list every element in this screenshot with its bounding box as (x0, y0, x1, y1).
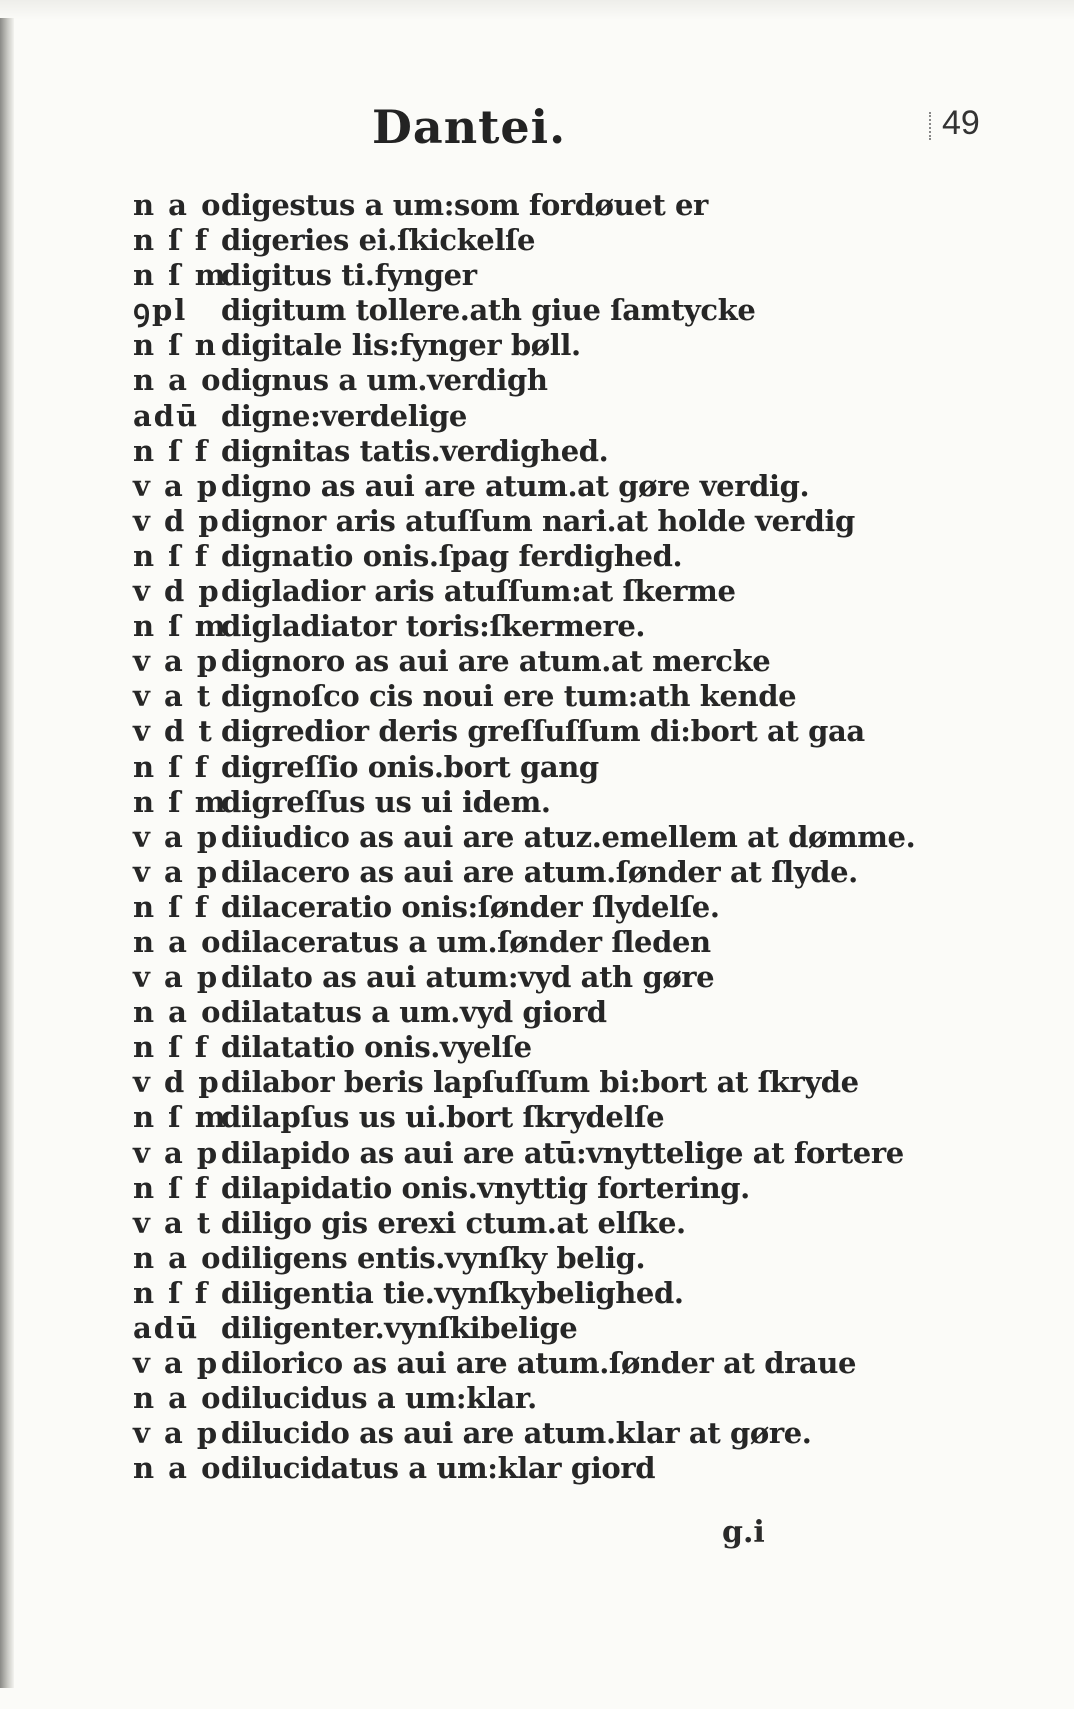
grammar-code: v d p (133, 1065, 221, 1100)
grammar-code: n ſ m (133, 609, 228, 644)
entry-text: dignatio onis.ſpag ferdighed. (221, 538, 683, 573)
entry-text: dignor aris atuſſum nari.at holde verdig (221, 503, 855, 538)
dictionary-entry (133, 1065, 893, 1100)
dictionary-entry (133, 293, 893, 328)
dictionary-entry (133, 644, 893, 679)
dictionary-entry (133, 1416, 893, 1451)
entry-text: dilaceratio onis:ſønder ſlydelſe. (221, 889, 720, 924)
entry-text: dilatatus a um.vyd giord (221, 995, 607, 1030)
page-number: 49 (942, 104, 980, 142)
entry-text: dilapſus us ui.bort ſkrydelſe (221, 1100, 665, 1135)
dictionary-entry (133, 223, 893, 258)
entry-text: diligo gis erexi ctum.at elſke. (221, 1205, 686, 1240)
entry-text: diligens entis.vynſky belig. (221, 1240, 646, 1275)
grammar-code: v a p (133, 854, 220, 889)
grammar-code: n ſ m (133, 258, 228, 293)
dictionary-entry (133, 1135, 904, 1171)
dictionary-entry (133, 574, 893, 609)
entry-text: digitale lis:fynger bøll. (221, 328, 581, 363)
dictionary-entry (133, 1030, 893, 1065)
entry-text: dignus a um.verdigh (221, 363, 548, 398)
grammar-code: adū (133, 398, 200, 433)
entry-text: digladiator toris:ſkermere. (221, 609, 646, 644)
signature-mark: g.i (722, 1515, 765, 1550)
grammar-code: n ſ f (133, 749, 210, 784)
entry-text: digitum tollere.ath giue ſamtycke (221, 293, 756, 328)
grammar-code: n a o (133, 1240, 223, 1275)
entry-text: dilucidatus a um:klar giord (221, 1451, 656, 1486)
dictionary-entry (133, 1276, 893, 1311)
grammar-code: n ſ f (133, 889, 210, 924)
dictionary-entry (133, 960, 893, 995)
entry-text: diligenter.vynſkibelige (221, 1311, 578, 1345)
dictionary-entry (133, 785, 893, 820)
entry-text: dignoro as aui are atum.at mercke (221, 644, 771, 679)
entry-text: dignitas tatis.verdighed. (221, 433, 609, 468)
dictionary-entry (133, 750, 893, 785)
dictionary-entry (133, 328, 893, 363)
dictionary-entry (133, 1206, 893, 1241)
grammar-code: n ſ m (133, 1100, 228, 1135)
entry-text: dignoſco cis noui ere tum:ath kende (221, 679, 797, 714)
dictionary-entry (133, 1346, 893, 1381)
dictionary-entry (133, 539, 893, 574)
grammar-code: v a p (133, 960, 220, 995)
dictionary-entry (133, 1100, 893, 1135)
entry-text: dilapidatio onis.vnyttig fortering. (221, 1170, 750, 1205)
grammar-code: n ſ f (133, 433, 210, 468)
entry-text: dilucido as aui are atum.klar at gøre. (221, 1416, 812, 1451)
dictionary-entry (133, 925, 893, 960)
entry-text: digno as aui are atum.at gøre verdig. (221, 468, 810, 503)
grammar-code: v a p (133, 819, 220, 854)
grammar-code: n a o (133, 1381, 223, 1416)
entry-text: digestus a um:som fordøuet er (221, 188, 708, 222)
grammar-code: n a o (133, 363, 223, 398)
grammar-code: n a o (133, 924, 223, 959)
entry-text: dilatatio onis.vyelſe (221, 1030, 532, 1065)
entry-text: dilorico as aui are atum.ſønder at draue (221, 1346, 857, 1381)
page-heading: Dantei. (372, 100, 567, 154)
dictionary-entry (133, 609, 893, 644)
dictionary-entry (133, 469, 893, 504)
dictionary-entry (133, 1311, 893, 1346)
grammar-code: v a p (133, 1346, 220, 1381)
entry-text: dilacero as aui are atum.ſønder at ſlyde. (221, 854, 858, 889)
grammar-code: ꝯpl (133, 293, 188, 328)
dictionary-entry (133, 434, 893, 469)
grammar-code: v d p (133, 574, 221, 609)
grammar-code: n a o (133, 1451, 223, 1486)
dictionary-entry (133, 714, 893, 749)
dictionary-entry (133, 188, 893, 223)
grammar-code: adū (133, 1311, 200, 1345)
entry-text: dilaceratus a um.ſønder ſleden (221, 924, 711, 959)
grammar-code: v a p (133, 468, 220, 503)
grammar-code: n ſ f (133, 1275, 210, 1310)
entry-text: dilabor beris lapſuſſum bi:bort at ſkryde (221, 1065, 859, 1100)
dictionary-entry (133, 1171, 893, 1206)
entry-text: diligentia tie.vynſkybelighed. (221, 1275, 684, 1310)
dictionary-entry (133, 399, 893, 434)
grammar-code: n a o (133, 188, 223, 222)
grammar-code: n ſ m (133, 784, 228, 819)
dictionary-entry (133, 819, 916, 855)
entry-text: dilato as aui atum:vyd ath gøre (221, 960, 715, 995)
dictionary-entry (133, 258, 893, 293)
grammar-code: v d t (133, 714, 214, 749)
grammar-code: n ſ f (133, 223, 210, 258)
dictionary-entry (133, 1451, 893, 1486)
grammar-code: v a t (133, 1205, 213, 1240)
page-top-edge (0, 0, 1074, 20)
dictionary-entry-list (133, 188, 916, 1486)
grammar-code: n ſ n (133, 328, 218, 363)
grammar-code: v a p (133, 1135, 220, 1170)
dictionary-entry (133, 1241, 893, 1276)
dictionary-entry (133, 679, 893, 714)
grammar-code: n ſ f (133, 538, 210, 573)
grammar-code: v a p (133, 1416, 220, 1451)
entry-text: digne:verdelige (221, 398, 467, 433)
entry-text: dilapido as aui are atū:vnyttelige at fortere (221, 1135, 904, 1170)
entry-text: digladior aris atuſſum:at ſkerme (221, 574, 736, 609)
dictionary-entry (133, 995, 893, 1030)
grammar-code: v a t (133, 679, 213, 714)
dictionary-entry (133, 855, 893, 890)
grammar-code: n a o (133, 995, 223, 1030)
grammar-code: n ſ f (133, 1030, 210, 1065)
entry-text: diiudico as aui are atuz.emellem at dømme. (221, 819, 916, 854)
entry-text: digreſſio onis.bort gang (221, 749, 599, 784)
entry-text: digredior deris greſſuſſum di:bort at gaa (221, 714, 865, 749)
entry-text: dilucidus a um:klar. (221, 1381, 537, 1416)
entry-text: digreſſus us ui idem. (221, 784, 551, 819)
dictionary-entry (133, 890, 893, 925)
entry-text: digeries ei.ſkickelſe (221, 223, 536, 258)
page-binding-edge (0, 18, 14, 1688)
grammar-code: v a p (133, 644, 220, 679)
dictionary-entry (133, 504, 893, 539)
grammar-code: v d p (133, 503, 221, 538)
dictionary-entry (133, 1381, 893, 1416)
dictionary-entry (133, 363, 893, 398)
folio-mark (929, 112, 933, 140)
grammar-code: n ſ f (133, 1170, 210, 1205)
entry-text: digitus ti.fynger (221, 258, 477, 293)
